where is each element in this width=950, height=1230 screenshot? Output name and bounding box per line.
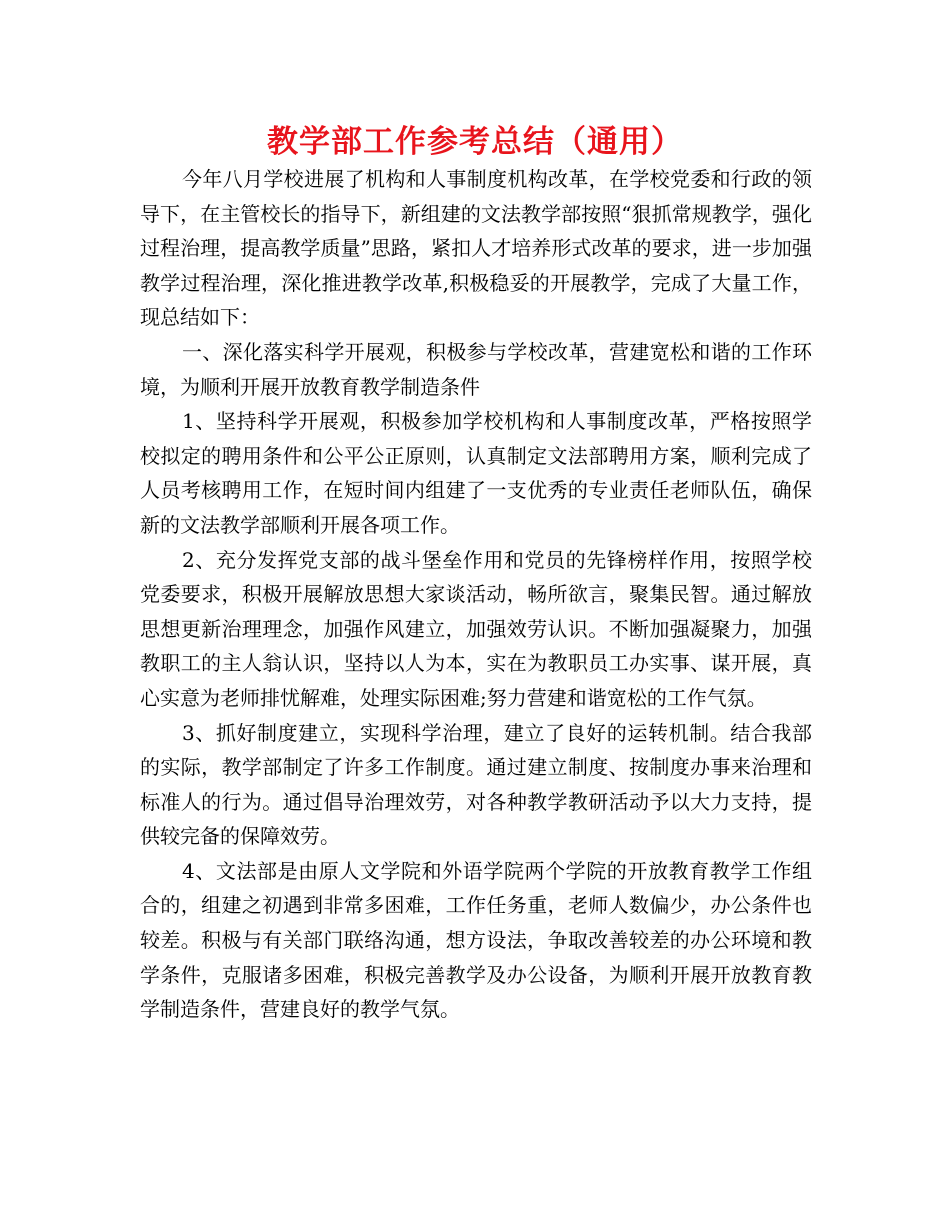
document-title: 教学部工作参考总结（通用） <box>267 124 683 160</box>
paragraph-item-3: 3、抓好制度建立，实现科学治理，建立了良好的运转机制。结合我部的实际，教学部制定了许多工作制度。通过建立制度、按制度办事来治理和标准人的行为。通过倡导治理效劳，对各种教学教研活动予以大力支持，提供较完备的保障效劳。 <box>140 720 812 849</box>
paragraph-item-2: 2、充分发挥党支部的战斗堡垒作用和党员的先锋榜样作用，按照学校党委要求，积极开展解放思想大家谈活动，畅所欲言，聚集民智。通过解放思想更新治理理念，加强作风建立，加强效劳认识。不断加强凝聚力，加强教职工的主人翁认识，坚持以人为本，实在为教职员工办实事、谋开展，真心实意为老师排忧解难，处理实际困难;努力营建和谐宽松的工作气氛。 <box>140 547 812 710</box>
paragraph-item-4: 4、文法部是由原人文学院和外语学院两个学院的开放教育教学工作组合的，组建之初遇到非常多困难，工作任务重，老师人数偏少，办公条件也较差。积极与有关部门联络沟通，想方设法，争取改善较差的办公环境和教学条件，克服诸多困难，积极完善教学及办公设备，为顺利开展开放教育教学制造条件，营建良好的教学气氛。 <box>140 858 812 1022</box>
paragraph-item-1: 1、坚持科学开展观，积极参加学校机构和人事制度改革，严格按照学校拟定的聘用条件和公平公正原则，认真制定文法部聘用方案，顺利完成了人员考核聘用工作，在短时间内组建了一支优秀的专业责任老师队伍，确保新的文法教学部顺利开展各项工作。 <box>140 409 812 537</box>
paragraph-intro: 今年八月学校进展了机构和人事制度机构改革，在学校党委和行政的领导下，在主管校长的指导下，新组建的文法教学部按照“狠抓常规教学，强化过程治理，提高教学质量”思路，紧扣人才培养形式改革的要求，进一步加强教学过程治理，深化推进教学改革,积极稳妥的开展教学，完成了大量工作，现总结如下： <box>140 167 812 330</box>
paragraph-section-heading-1: 一、深化落实科学开展观，积极参与学校改革，营建宽松和谐的工作环境，为顺利开展开放教育教学制造条件 <box>140 339 812 399</box>
document-body <box>140 162 812 1027</box>
